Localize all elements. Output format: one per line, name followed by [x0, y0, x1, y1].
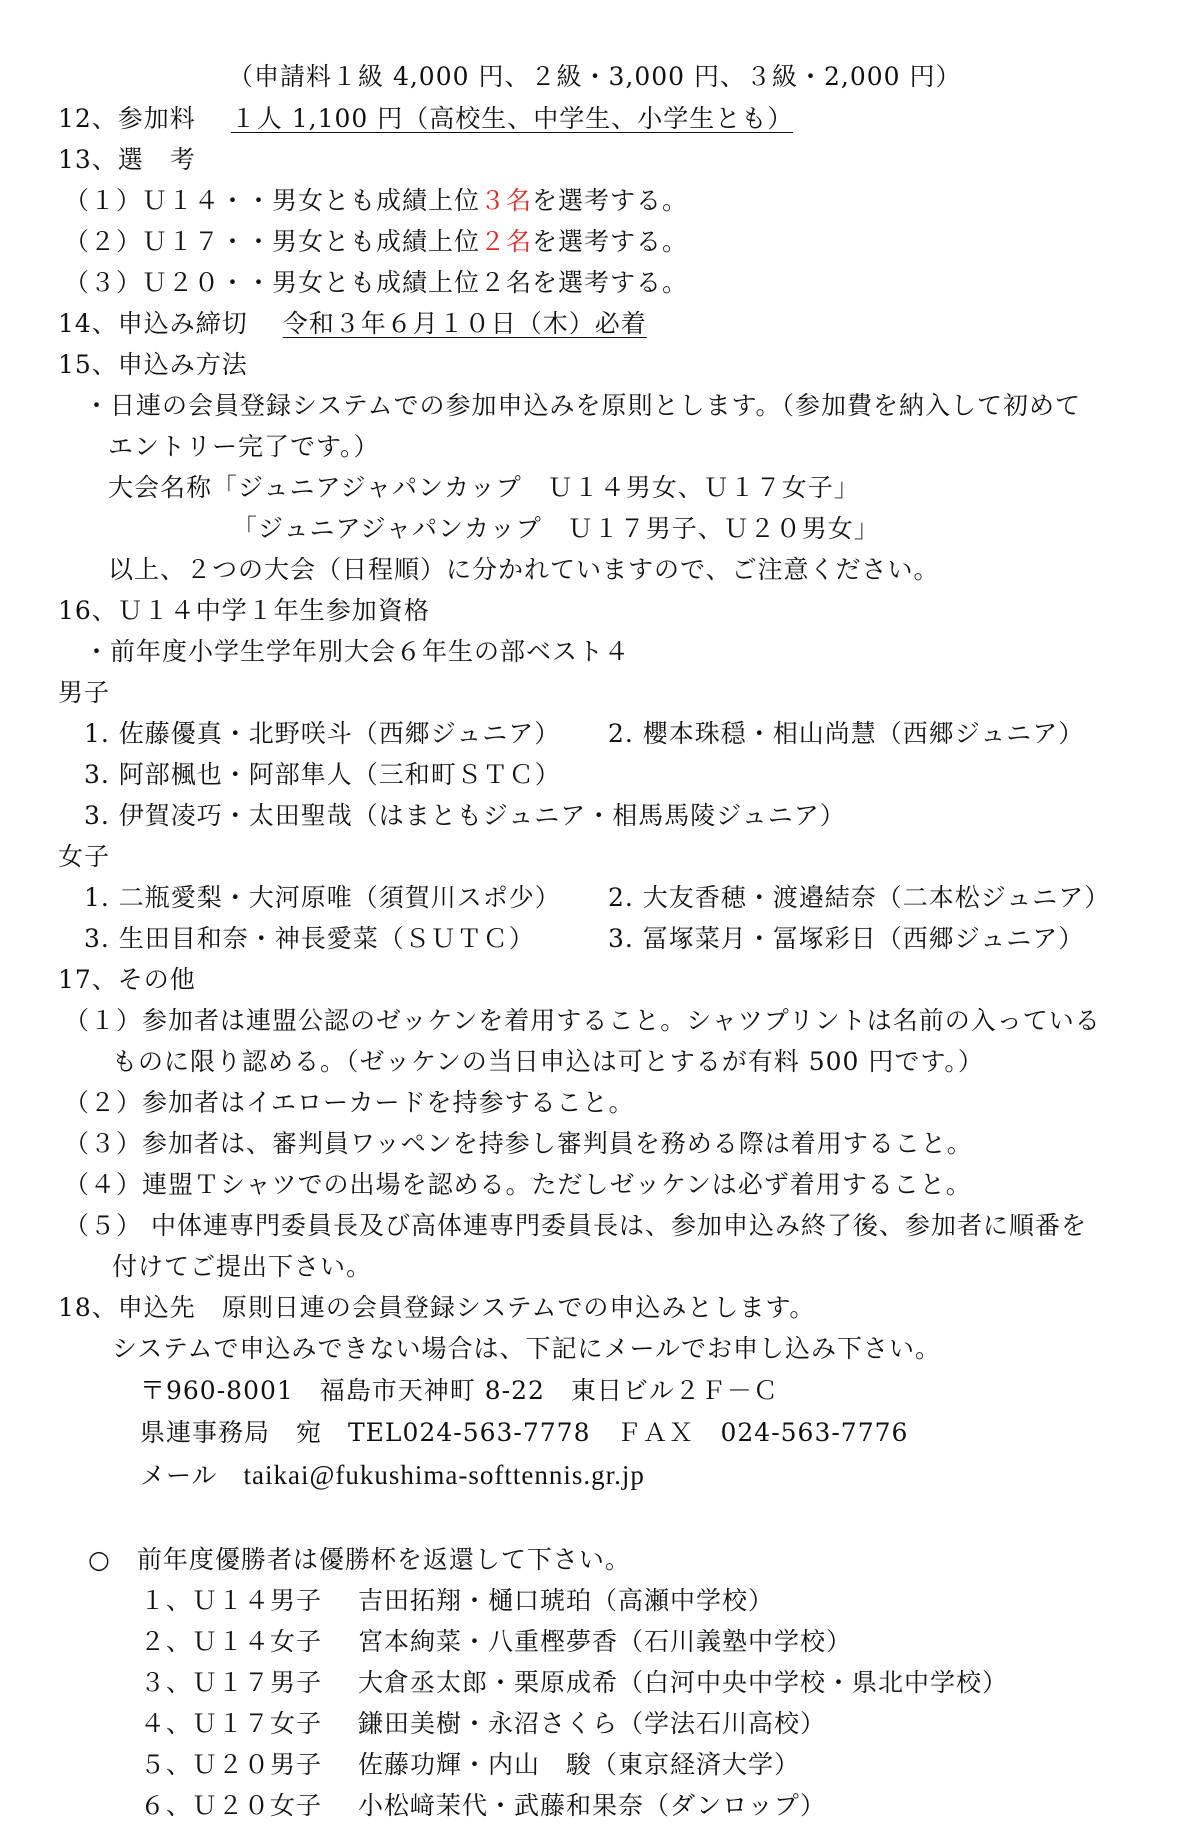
boys-label: 男子 [58, 678, 111, 707]
participation-fee-value: １人 1,100 円（高校生、中学生、小学生とも） [230, 104, 794, 133]
selection-text: （１）Ｕ１４・・男女とも成績上位 [64, 186, 481, 215]
participation-fee [58, 104, 793, 134]
girls-row [84, 883, 1111, 913]
other-line: （２）参加者はイエローカードを持参すること。 [64, 1088, 635, 1117]
selection-count: ３名 [480, 186, 533, 215]
selection-text: を選考する。 [532, 186, 689, 215]
list-item: 2. 大友香穂・渡邉結奈（二本松ジュニア） [608, 883, 1111, 912]
winner-names: 大倉丞太郎・栗原成希（白河中央中学校・県北中学校） [358, 1668, 1009, 1697]
list-item: 3. 伊賀凌巧・太田聖哉（はまともジュニア・相馬馬陵ジュニア） [84, 801, 846, 830]
contact-value: 原則日連の会員登録システムでの申込みとします。 [221, 1293, 816, 1322]
other-line: ものに限り認める。（ゼッケンの当日申込は可とするが有料 500 円です。） [112, 1047, 984, 1076]
winner-row [140, 1586, 775, 1616]
mail-label: メール [140, 1461, 218, 1490]
winner-category: ３、Ｕ１７男子 [140, 1668, 323, 1697]
bullet-icon: ○ [88, 1545, 111, 1574]
winner-category: １、Ｕ１４男子 [140, 1586, 323, 1615]
contact-address: 〒960-8001 福島市天神町 8-22 東日ビル２Ｆ－Ｃ [140, 1376, 779, 1405]
trophy-note [88, 1545, 631, 1575]
selection-text: （３）Ｕ２０・・男女とも成績上位２名を選考する。 [64, 268, 689, 297]
application-method-heading: 15、申込み方法 [58, 350, 248, 379]
winner-row [140, 1709, 827, 1739]
other-line: （４）連盟Ｔシャツでの出場を認める。ただしゼッケンは必ず着用すること。 [64, 1170, 972, 1199]
winner-category: ２、Ｕ１４女子 [140, 1627, 323, 1656]
section-label: 18、申込先 [58, 1293, 196, 1322]
eligibility-note: ・前年度小学生学年別大会６年生の部ベスト４ [84, 637, 631, 666]
winner-category: ６、Ｕ２０女子 [140, 1791, 323, 1820]
list-item: 3. 冨塚菜月・冨塚彩日（西郷ジュニア） [608, 924, 1085, 953]
deadline-value: 令和３年６月１０日（木）必着 [282, 309, 647, 338]
application-method-note: 以上、２つの大会（日程順）に分かれていますので、ご注意ください。 [108, 555, 940, 584]
trophy-note-text: 前年度優勝者は優勝杯を返還して下さい。 [136, 1545, 631, 1574]
winner-names: 佐藤功輝・内山 駿（東京経済大学） [358, 1750, 801, 1779]
winner-names: 小松﨑茉代・武藤和果奈（ダンロップ） [358, 1791, 827, 1820]
application-fee-detail: （申請料１級 4,000 円、２級・3,000 円、３級・2,000 円） [228, 62, 962, 91]
contact-heading [58, 1293, 815, 1323]
section-label: 12、参加料 [58, 104, 196, 133]
tournament-name-1: 大会名称「ジュニアジャパンカップ Ｕ１４男女、Ｕ１７女子」 [108, 473, 860, 502]
selection-item-u14 [64, 186, 688, 216]
winner-names: 吉田拓翔・樋口琥珀（高瀬中学校） [358, 1586, 775, 1615]
selection-heading: 13、選 考 [58, 145, 196, 174]
winner-row [140, 1627, 853, 1657]
other-heading: 17、その他 [58, 965, 196, 994]
application-method-line: エントリー完了です。） [108, 432, 380, 461]
girls-label: 女子 [58, 842, 111, 871]
other-line: （１）参加者は連盟公認のゼッケンを着用すること。シャツプリントは名前の入っている [64, 1006, 1101, 1035]
contact-fallback: システムで申込みできない場合は、下記にメールでお申し込み下さい。 [112, 1334, 942, 1363]
list-item: 3. 阿部楓也・阿部隼人（三和町ＳＴＣ） [84, 760, 561, 789]
winner-names: 宮本絢菜・八重樫夢香（石川義塾中学校） [358, 1627, 853, 1656]
winner-category: ４、Ｕ１７女子 [140, 1709, 323, 1738]
winner-row [140, 1668, 1009, 1698]
other-line: （５） 中体連専門委員長及び高体連専門委員長は、参加申込み終了後、参加者に順番を [64, 1211, 1087, 1240]
girls-row [84, 924, 1085, 954]
contact-mail [140, 1460, 645, 1491]
list-item: 2. 櫻本珠穏・相山尚慧（西郷ジュニア） [608, 719, 1085, 748]
list-item: 1. 佐藤優真・北野咲斗（西郷ジュニア） [84, 719, 561, 748]
selection-text: を選考する。 [532, 227, 689, 256]
mail-link[interactable]: taikai@fukushima-softtennis.gr.jp [243, 1460, 645, 1490]
boys-row [84, 719, 1085, 749]
contact-office: 県連事務局 宛 TEL024-563-7778 ＦＡＸ 024-563-7776 [140, 1418, 909, 1447]
winner-row [140, 1791, 827, 1821]
eligibility-heading: 16、Ｕ１４中学１年生参加資格 [58, 596, 430, 625]
list-item: 3. 生田目和奈・神長愛菜（ＳＵＴＣ） [84, 924, 535, 953]
selection-item-u17 [64, 227, 688, 257]
other-line: （３）参加者は、審判員ワッペンを持参し審判員を務める際は着用すること。 [64, 1129, 973, 1158]
selection-text: （２）Ｕ１７・・男女とも成績上位 [64, 227, 481, 256]
application-method-line: ・日連の会員登録システムでの参加申込みを原則とします。（参加費を納入して初めて [84, 391, 1082, 420]
winner-names: 鎌田美樹・永沼さくら（学法石川高校） [358, 1709, 827, 1738]
deadline [58, 309, 647, 339]
other-line: 付けてご提出下さい。 [112, 1252, 373, 1281]
selection-item-u20 [64, 268, 688, 298]
tournament-name-2: 「ジュニアジャパンカップ Ｕ１７男子、Ｕ２０男女」 [232, 514, 880, 543]
winner-category: ５、Ｕ２０男子 [140, 1750, 323, 1779]
list-item: 1. 二瓶愛梨・大河原唯（須賀川スポ少） [84, 883, 561, 912]
section-label: 14、申込み締切 [58, 309, 248, 338]
selection-count: ２名 [480, 227, 533, 256]
winner-row [140, 1750, 801, 1780]
